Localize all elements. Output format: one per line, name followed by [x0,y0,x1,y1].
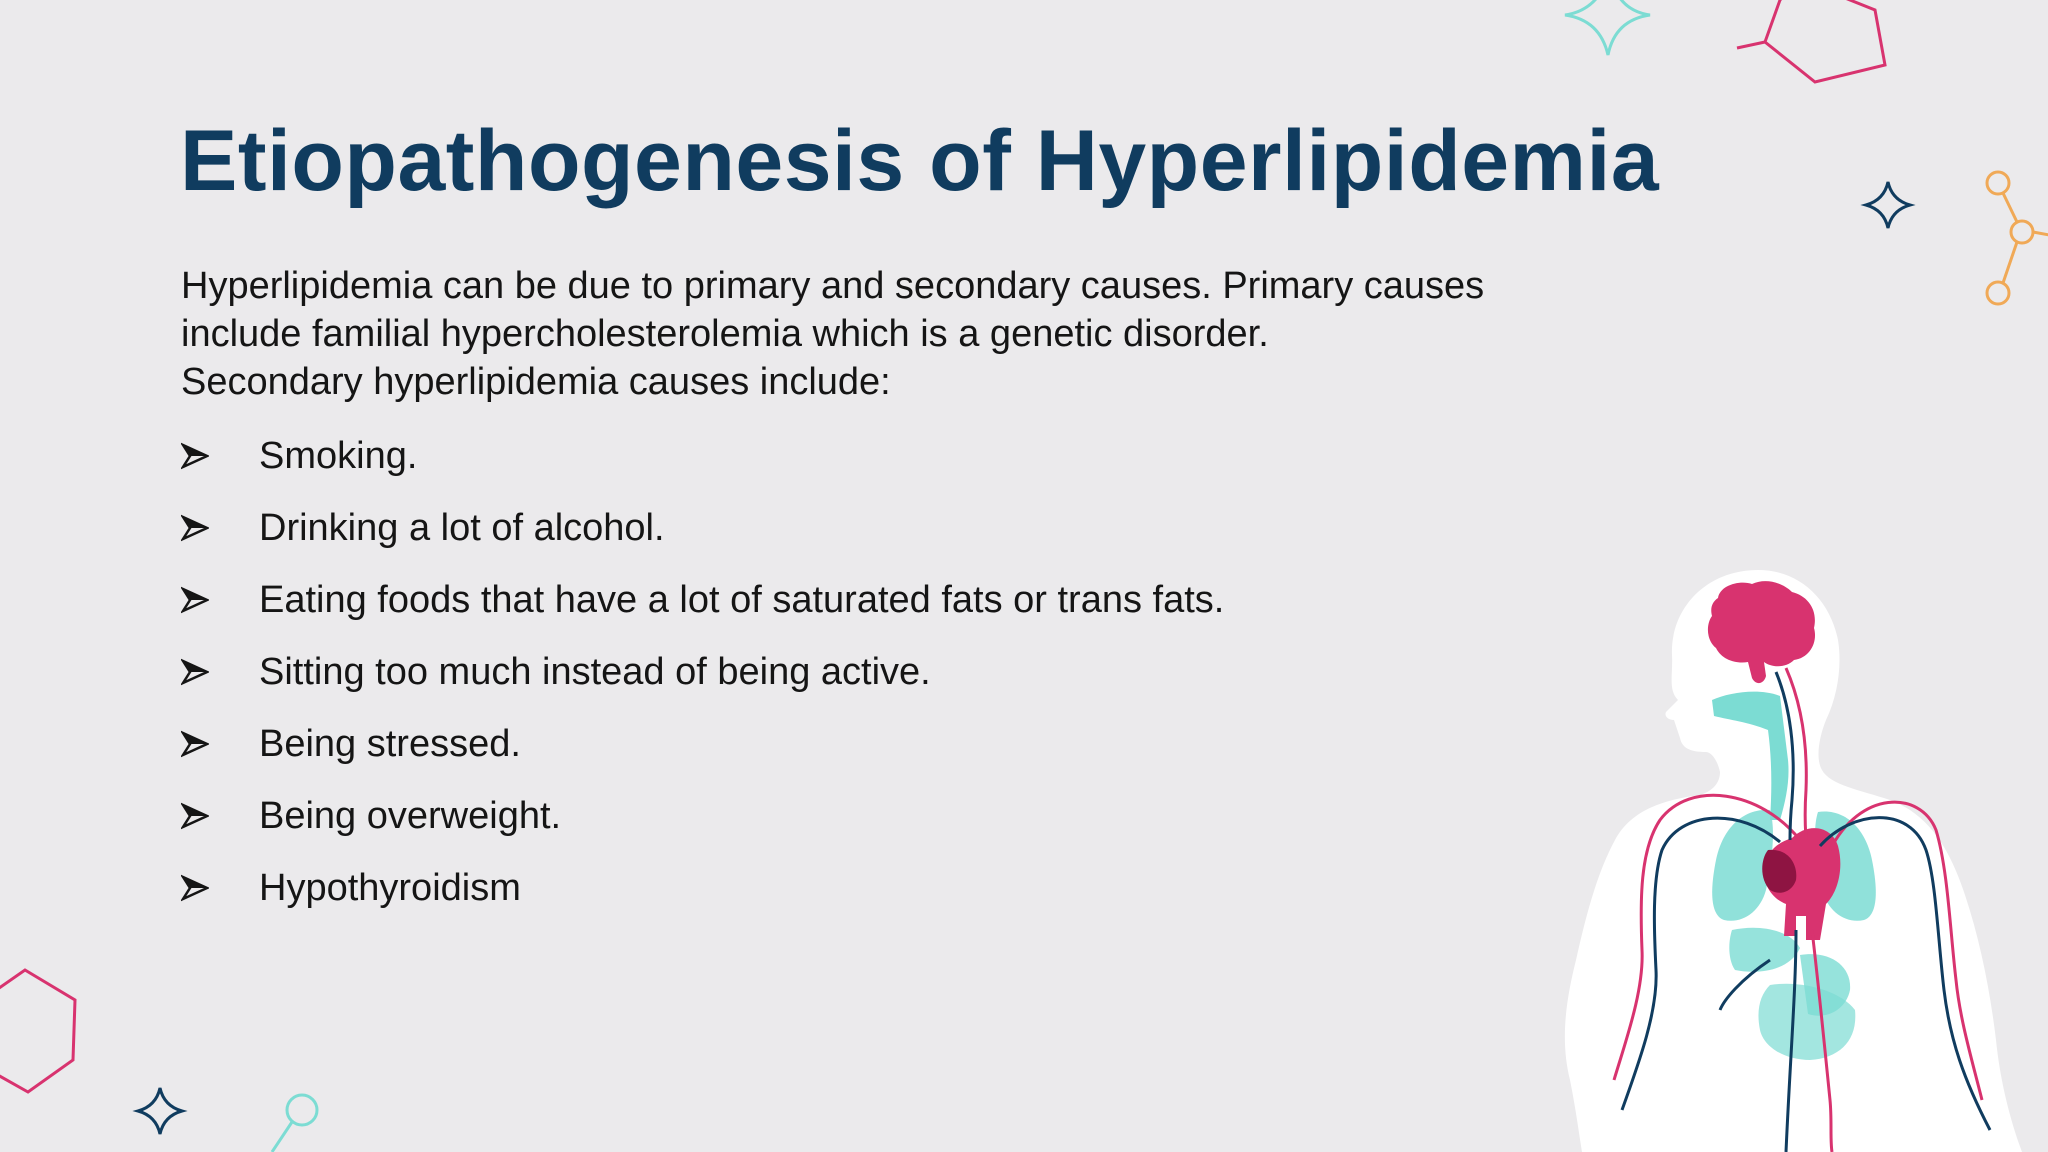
human-anatomy-illustration [1565,570,2022,1152]
list-item [181,708,1224,780]
teal-star-top [1565,0,1650,55]
list-item [181,780,1224,852]
navy-star-right [1866,182,1910,228]
teal-molecule-bottom [272,1095,317,1152]
list-item-text: Being overweight. [259,794,562,837]
arrowhead-bullet-icon [181,514,259,542]
list-item-text: Sitting too much instead of being active. [259,650,931,693]
intro-line-1: Hyperlipidemia can be due to primary and secondary causes. Primary causes [181,265,1485,307]
page-title: Etiopathogenesis of Hyperlipidemia [180,113,1660,209]
intro-line-2: include familial hypercholesterolemia which is a genetic disorder. [181,313,1269,355]
list-item [181,420,1224,492]
arrowhead-bullet-icon [181,658,259,686]
intro-paragraph [181,262,1601,406]
list-item [181,852,1224,924]
list-item-text: Drinking a lot of alcohol. [259,506,665,549]
intro-line-3: Secondary hyperlipidemia causes include: [181,361,891,403]
list-item-text: Hypothyroidism [259,866,521,909]
arrowhead-bullet-icon [181,442,259,470]
arrowhead-bullet-icon [181,802,259,830]
pink-hexagon-top [1765,0,1885,82]
list-item-text: Eating foods that have a lot of saturated fats or trans fats. [259,578,1225,621]
pink-hexagon-bottom-left [0,970,75,1092]
pink-hexagon-line [1737,42,1765,48]
list-item [181,636,1224,708]
arrowhead-bullet-icon [181,730,259,758]
arrowhead-bullet-icon [181,874,259,902]
list-item [181,564,1224,636]
orange-molecule-right [1987,172,2048,304]
navy-star-bottom-left [138,1088,182,1134]
arrowhead-bullet-icon [181,586,259,614]
causes-list [181,420,1224,924]
list-item [181,492,1224,564]
list-item-text: Smoking. [259,434,418,477]
list-item-text: Being stressed. [259,722,521,765]
